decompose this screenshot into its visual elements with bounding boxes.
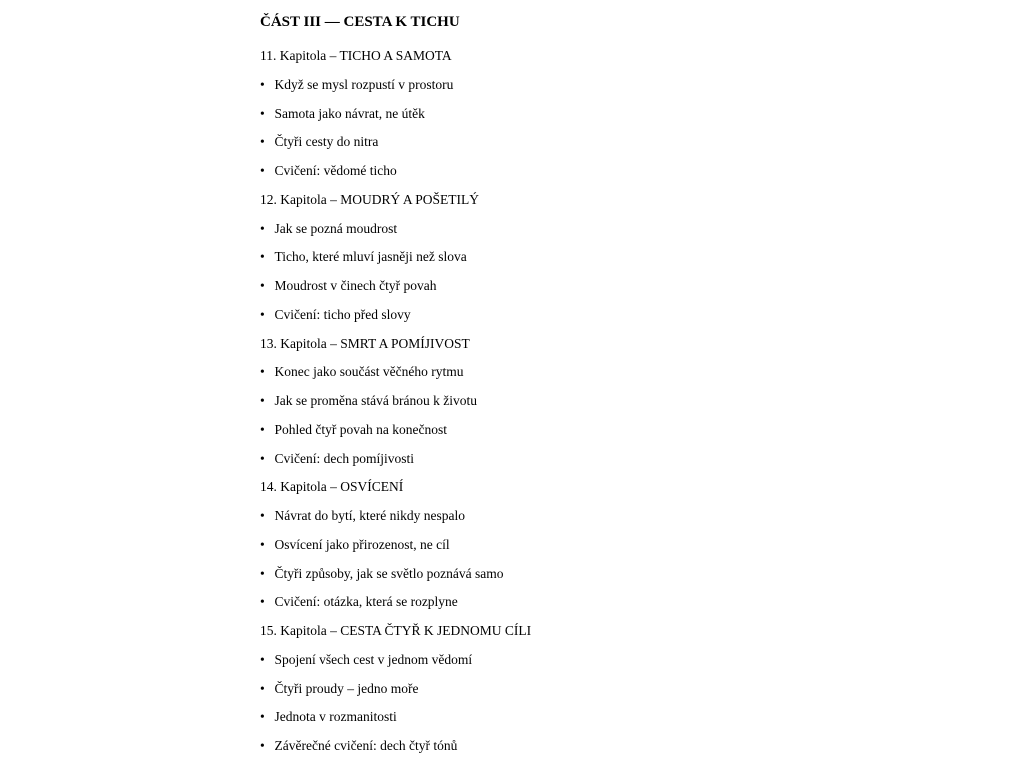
bullet-icon: • <box>260 508 265 523</box>
toc-list-item <box>260 535 531 564</box>
bullet-icon: • <box>260 450 265 466</box>
toc-list-item <box>260 132 531 161</box>
bullet-icon: • <box>260 594 265 610</box>
toc-list-item <box>260 104 531 133</box>
bullet-icon: • <box>260 105 265 121</box>
bullet-icon: • <box>260 364 265 380</box>
toc-list-item <box>260 276 531 305</box>
chapter-title: 13. Kapitola – SMRT A POMÍJIVOST <box>260 335 470 351</box>
chapter-title: 11. Kapitola – TICHO A SAMOTA <box>260 48 452 63</box>
toc-list-item <box>260 161 531 190</box>
toc-list-item <box>260 391 531 420</box>
toc-item-text: Závěrečné cvičení: dech čtyř tónů <box>274 738 458 753</box>
toc-list-item <box>260 707 531 736</box>
toc-item-text: Cvičení: dech pomíjivosti <box>274 450 414 466</box>
toc-item-text: Cvičení: otázka, která se rozplyne <box>274 594 458 610</box>
chapter-title: 12. Kapitola – MOUDRÝ A POŠETILÝ <box>260 191 479 207</box>
toc-item-text: Jak se proměna stává bránou k životu <box>274 393 477 408</box>
toc-list-item <box>260 449 531 478</box>
toc-list-item <box>260 75 531 104</box>
bullet-icon: • <box>260 709 265 725</box>
part-heading: ČÁST III — CESTA K TICHU <box>260 14 460 30</box>
toc-item-text: Osvícení jako přirozenost, ne cíl <box>274 536 450 552</box>
bullet-icon: • <box>260 163 265 178</box>
toc-list-item <box>260 362 531 391</box>
toc-item-text: Ticho, které mluví jasněji než slova <box>274 249 467 265</box>
toc-item-text: Spojení všech cest v jednom vědomí <box>274 651 473 667</box>
toc-list-item <box>260 592 531 621</box>
toc-list-item <box>260 736 531 765</box>
toc-item-text: Když se mysl rozpustí v prostoru <box>274 76 454 92</box>
toc-item-text: Cvičení: vědomé ticho <box>274 163 397 178</box>
bullet-icon: • <box>260 393 265 408</box>
toc-list-item <box>260 420 531 449</box>
toc-list-item <box>260 219 531 248</box>
bullet-icon: • <box>260 738 265 753</box>
toc-item-text: Jak se pozná moudrost <box>274 220 398 236</box>
table-of-contents <box>260 46 531 765</box>
bullet-icon: • <box>260 680 265 696</box>
bullet-icon: • <box>260 134 265 150</box>
toc-list-item <box>260 679 531 708</box>
toc-list-item <box>260 564 531 593</box>
toc-item-text: Moudrost v činech čtyř povah <box>274 278 437 293</box>
toc-list-item <box>260 650 531 679</box>
toc-item-text: Čtyři způsoby, jak se světlo poznává samo <box>274 565 504 581</box>
toc-item-text: Návrat do bytí, které nikdy nespalo <box>274 508 465 523</box>
toc-item-text: Cvičení: ticho před slovy <box>274 306 411 322</box>
chapter-title: 14. Kapitola – OSVÍCENÍ <box>260 479 404 495</box>
chapter-title: 15. Kapitola – CESTA ČTYŘ K JEDNOMU CÍLI <box>260 623 532 638</box>
toc-list-item <box>260 506 531 535</box>
toc-item-text: Pohled čtyř povah na konečnost <box>274 421 447 437</box>
toc-list-item <box>260 305 531 334</box>
bullet-icon: • <box>260 651 265 667</box>
toc-item-text: Jednota v rozmanitosti <box>274 709 397 725</box>
bullet-icon: • <box>260 421 265 437</box>
bullet-icon: • <box>260 249 265 265</box>
toc-list-item <box>260 247 531 276</box>
toc-item-text: Samota jako návrat, ne útěk <box>274 105 425 121</box>
bullet-icon: • <box>260 565 265 581</box>
toc-item-text: Konec jako součást věčného rytmu <box>274 364 464 380</box>
bullet-icon: • <box>260 220 265 236</box>
bullet-icon: • <box>260 278 265 293</box>
bullet-icon: • <box>260 536 265 552</box>
bullet-icon: • <box>260 76 265 92</box>
toc-item-text: Čtyři proudy – jedno moře <box>274 680 419 696</box>
bullet-icon: • <box>260 306 265 322</box>
toc-item-text: Čtyři cesty do nitra <box>274 134 379 150</box>
